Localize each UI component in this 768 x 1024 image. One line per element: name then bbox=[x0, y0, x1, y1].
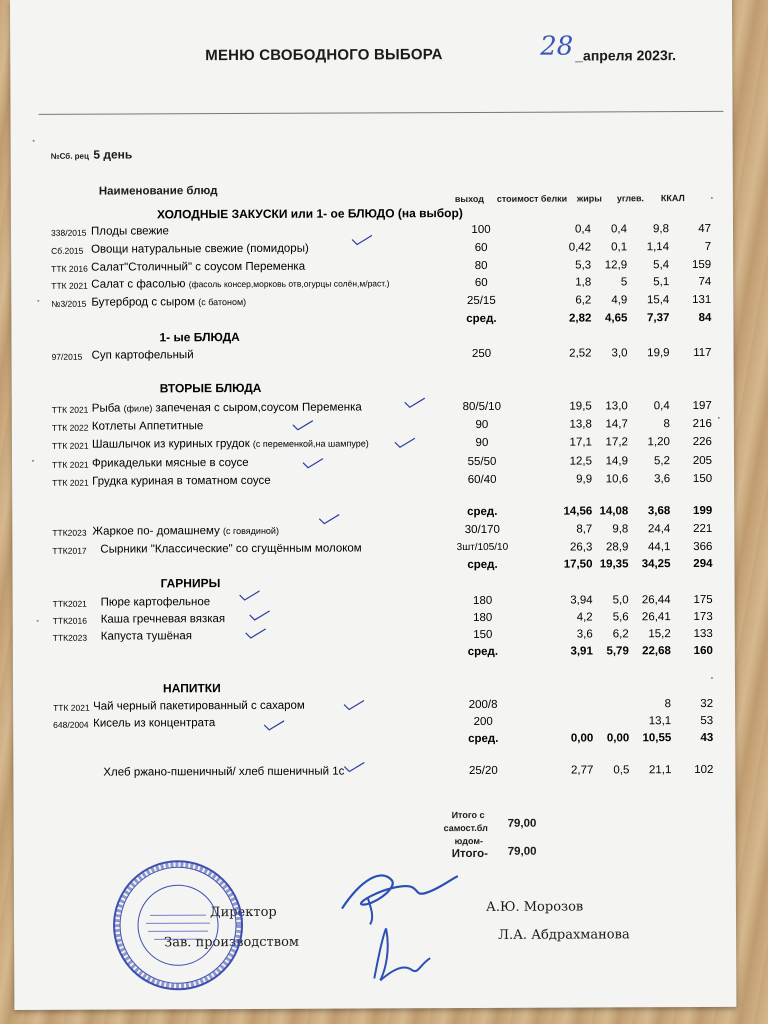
totals-line1: Итого с bbox=[451, 809, 485, 821]
check-mark-icon bbox=[343, 760, 365, 772]
table-row: ТТК2023 Капуста тушёная 150 3,6 6,2 15,2 133 bbox=[52, 627, 713, 643]
totals-value1: 79,00 bbox=[507, 817, 537, 830]
totals-label2: Итого- bbox=[451, 847, 489, 861]
table-row: ТТК2016 Каша гречневая вязкая 180 4,2 5,6 26,41 173 bbox=[52, 610, 713, 626]
manager-name: Л.А. Абдрахманова bbox=[498, 927, 630, 943]
table-row: ТТК 2021 Шашлычок из куриных грудок (с переменкой,на шампуре) 90 17,1 17,2 1,20 226 bbox=[51, 435, 712, 451]
check-mark-icon bbox=[249, 609, 271, 621]
director-role: Директор bbox=[209, 904, 277, 921]
table-row: 338/2015 Плоды свежие 100 0,4 0,4 9,8 47 bbox=[50, 222, 712, 238]
day-label: 5 день bbox=[93, 147, 133, 162]
subheader bbox=[51, 145, 133, 163]
table-row: Сб.2015 Овощи натуральные свежие (помидоры) 60 0,42 0,1 1,14 7 bbox=[51, 240, 712, 256]
average-row: сред. 3,91 5,79 22,68 160 bbox=[467, 644, 713, 659]
section-first: 1- ые БЛЮДА bbox=[159, 330, 240, 345]
stamp-graphic bbox=[110, 857, 247, 994]
table-row: ТТК 2021 Чай черный пакетированный с сахаром 200/8 8 32 bbox=[53, 697, 714, 713]
check-mark-icon bbox=[404, 396, 426, 408]
average-row: сред. 0,00 0,00 10,55 43 bbox=[468, 731, 714, 746]
menu-sheet bbox=[10, 0, 736, 1010]
totals-line2: самост.бл bbox=[443, 822, 488, 834]
header-divider bbox=[38, 111, 723, 115]
section-drinks: НАПИТКИ bbox=[162, 681, 221, 696]
table-row: 648/2004 Кисель из концентрата 200 13,1 53 bbox=[53, 714, 714, 730]
check-mark-icon bbox=[239, 589, 261, 601]
table-row: 97/2015 Суп картофельный 250 2,52 3,0 19,9 117 bbox=[51, 346, 712, 362]
average-row: сред. 14,56 14,08 3,68 199 bbox=[467, 504, 713, 519]
col-kcal-header: ККАЛ bbox=[660, 193, 685, 204]
check-mark-icon bbox=[302, 457, 324, 469]
section-garnish: ГАРНИРЫ bbox=[160, 576, 221, 591]
check-mark-icon bbox=[394, 436, 416, 448]
col-carbs-header: углев. bbox=[616, 193, 645, 204]
col-protein-header: белки bbox=[540, 193, 568, 204]
check-mark-icon bbox=[318, 513, 340, 525]
totals-line3: юдом- bbox=[454, 835, 484, 847]
table-row: ТТК 2016 Салат"Столичный" с соусом Переменка 80 5,3 12,9 5,4 159 bbox=[51, 258, 712, 274]
manager-signature bbox=[360, 918, 440, 988]
director-name: А.Ю. Морозов bbox=[485, 899, 584, 915]
check-mark-icon bbox=[351, 233, 373, 245]
date-suffix: _апреля 2023г. bbox=[575, 47, 677, 64]
col-fat-header: жиры bbox=[576, 193, 603, 204]
table-row: ТТК2017 Сырники "Классические" со сгущённым молоком 3шт/105/10 26,3 28,9 44,1 366 bbox=[52, 540, 713, 556]
page-title: МЕНЮ СВОБОДНОГО ВЫБОРА bbox=[205, 46, 443, 65]
check-mark-icon bbox=[292, 419, 314, 431]
average-row: сред. 17,50 19,35 34,25 294 bbox=[467, 557, 713, 572]
rec-no-label: №Сб. рец bbox=[50, 151, 89, 161]
col-name-header: Наименование блюд bbox=[98, 185, 218, 198]
handwritten-day: 28 bbox=[540, 31, 574, 62]
table-row: ТТК 2021 Рыба (филе) запеченая с сыром,соусом Переменка 80/5/10 19,5 13,0 0,4 197 bbox=[51, 399, 712, 415]
table-row: ТТК 2021 Салат с фасолью (фасоль консер,морковь отв,огурцы солён,м/раст.) 60 1,8 5 5,1 74 bbox=[51, 275, 712, 291]
table-row: ТТК2021 Пюре картофельное 180 3,94 5,0 26,44 175 bbox=[52, 593, 713, 609]
table-row: ТТК2023 Жаркое по- домашнему (с говядиной) 30/170 8,7 9,8 24,4 221 bbox=[52, 522, 713, 538]
manager-role: Зав. производством bbox=[164, 934, 300, 951]
table-row: ТТК 2022 Котлеты Аппетитные 90 13,8 14,7 8 216 bbox=[51, 417, 712, 433]
average-row: сред. 2,82 4,65 7,37 84 bbox=[466, 311, 712, 326]
table-row: ТТК 2021 Фрикадельки мясные в соусе 55/50 12,5 14,9 5,2 205 bbox=[52, 454, 713, 470]
col-cost-header: стоимост bbox=[496, 193, 539, 204]
totals-value2: 79,00 bbox=[507, 845, 537, 858]
bread-row: Хлеб ржано-пшеничный/ хлеб пшеничный 1с 25/20 2,77 0,5 21,1 102 bbox=[103, 763, 714, 779]
col-output-header: выход bbox=[454, 193, 484, 205]
official-stamp bbox=[110, 857, 247, 994]
table-row: №3/2015 Бутерброд с сыром (с батоном) 25/15 6,2 4,9 15,4 131 bbox=[51, 293, 712, 309]
section-second: ВТОРЫЕ БЛЮДА bbox=[159, 380, 262, 396]
check-mark-icon bbox=[263, 719, 285, 731]
section-cold: ХОЛОДНЫЕ ЗАКУСКИ или 1- ое БЛЮДО (на выбор) bbox=[156, 206, 463, 222]
check-mark-icon bbox=[245, 627, 267, 639]
table-row: ТТК 2021 Грудка куриная в томатном соусе 60/40 9,9 10,6 3,6 150 bbox=[52, 472, 713, 488]
check-mark-icon bbox=[343, 698, 365, 710]
